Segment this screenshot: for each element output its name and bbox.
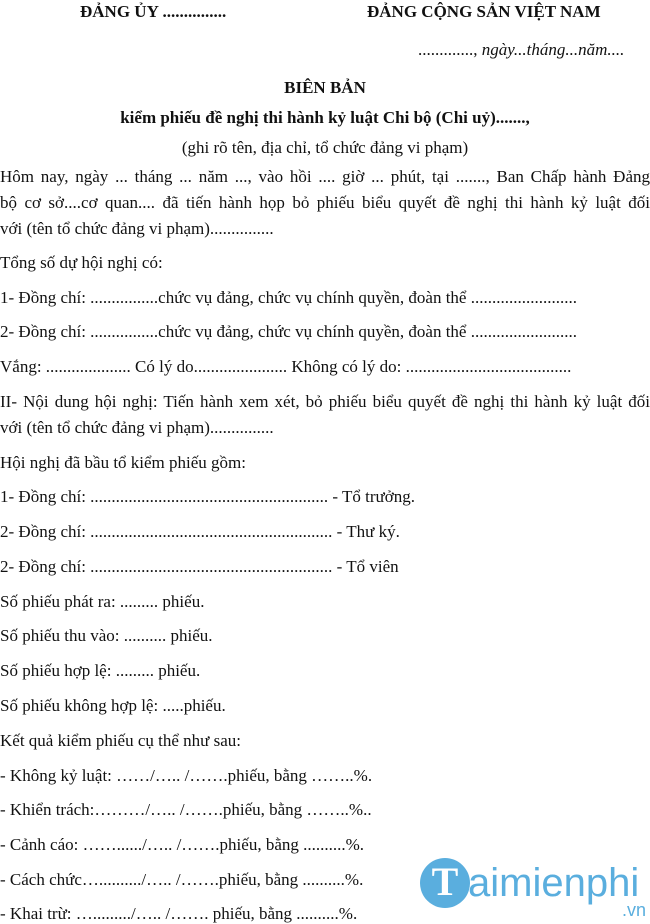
result-line: - Cảnh cáo: ……....../….. /…….phiếu, bằng ..........%. xyxy=(0,835,365,854)
content-line: với (tên tổ chức đảng vi phạm)............... xyxy=(0,418,274,437)
ballot-count: Số phiếu không hợp lệ: .....phiếu. xyxy=(0,696,226,715)
taimienphi-watermark-logo xyxy=(420,858,650,924)
attendee-line: 1- Đồng chí: ................chức vụ đảng, chức vụ chính quyền, đoàn thể ......................... xyxy=(0,288,577,307)
intro-line: với (tên tổ chức đảng vi phạm)............... xyxy=(0,219,274,238)
party-committee-header: ĐẢNG ỦY ............... xyxy=(80,2,227,21)
document-title: BIÊN BẢN xyxy=(284,78,366,97)
date-line xyxy=(418,40,624,60)
logo-initial: T xyxy=(420,858,470,908)
content-line: II- Nội dung hội nghị: Tiến hành xem xét, bỏ phiếu biểu quyết đề nghị thi hành kỷ luật đối xyxy=(0,392,650,411)
logo-domain: .vn xyxy=(621,900,646,920)
intro-line: Hôm nay, ngày ... tháng ... năm ..., vào hồi .... giờ ... phút, tại ......., Ban Chấp hành Đảng xyxy=(0,167,650,186)
result-line: - Cách chức…........../….. /…….phiếu, bằng ..........%. xyxy=(0,870,364,889)
party-name-header: ĐẢNG CỘNG SẢN VIỆT NAM xyxy=(367,2,601,21)
result-line: - Không kỷ luật: ……/….. /…….phiếu, bằng ……..%. xyxy=(0,766,373,785)
document-note: (ghi rõ tên, địa chỉ, tổ chức đảng vi phạm) xyxy=(181,138,469,157)
result-line: - Khiển trách:………/….. /…….phiếu, bằng ……..%.. xyxy=(0,800,372,819)
date-text: ngày...tháng...năm.... xyxy=(481,40,625,59)
committee-heading: Hội nghị đã bầu tổ kiểm phiếu gồm: xyxy=(0,453,246,472)
attendee-line: 2- Đồng chí: ................chức vụ đảng, chức vụ chính quyền, đoàn thể ......................... xyxy=(0,322,577,341)
committee-member: 1- Đồng chí: ........................................................ - Tổ trưởng. xyxy=(0,487,416,506)
committee-member: 2- Đồng chí: ......................................................... - Thư ký. xyxy=(0,522,400,541)
document-subtitle: kiểm phiếu đề nghị thi hành kỷ luật Chi bộ (Chi uỷ)......., xyxy=(120,108,530,127)
committee-member: 2- Đồng chí: ......................................................... - Tổ viên xyxy=(0,557,399,576)
absent-line: Vắng: .................... Có lý do...................... Không có lý do: ....................................... xyxy=(0,357,572,376)
attendance-heading: Tổng số dự hội nghị có: xyxy=(0,253,163,272)
ballot-count: Số phiếu hợp lệ: ......... phiếu. xyxy=(0,661,201,680)
logo-brand: aimienphi xyxy=(468,861,640,905)
ballot-count: Số phiếu phát ra: ......... phiếu. xyxy=(0,592,205,611)
ballot-count: Số phiếu thu vào: .......... phiếu. xyxy=(0,626,213,645)
result-line: - Khai trừ: …........./….. /……. phiếu, bằng ..........%. xyxy=(0,904,358,923)
results-heading: Kết quả kiểm phiếu cụ thể như sau: xyxy=(0,731,242,750)
intro-line: bộ cơ sở....cơ quan.... đã tiến hành họp bỏ phiếu biểu quyết đề nghị thi hành kỷ luật đối xyxy=(0,193,650,212)
place-blank: ............., xyxy=(418,40,478,59)
